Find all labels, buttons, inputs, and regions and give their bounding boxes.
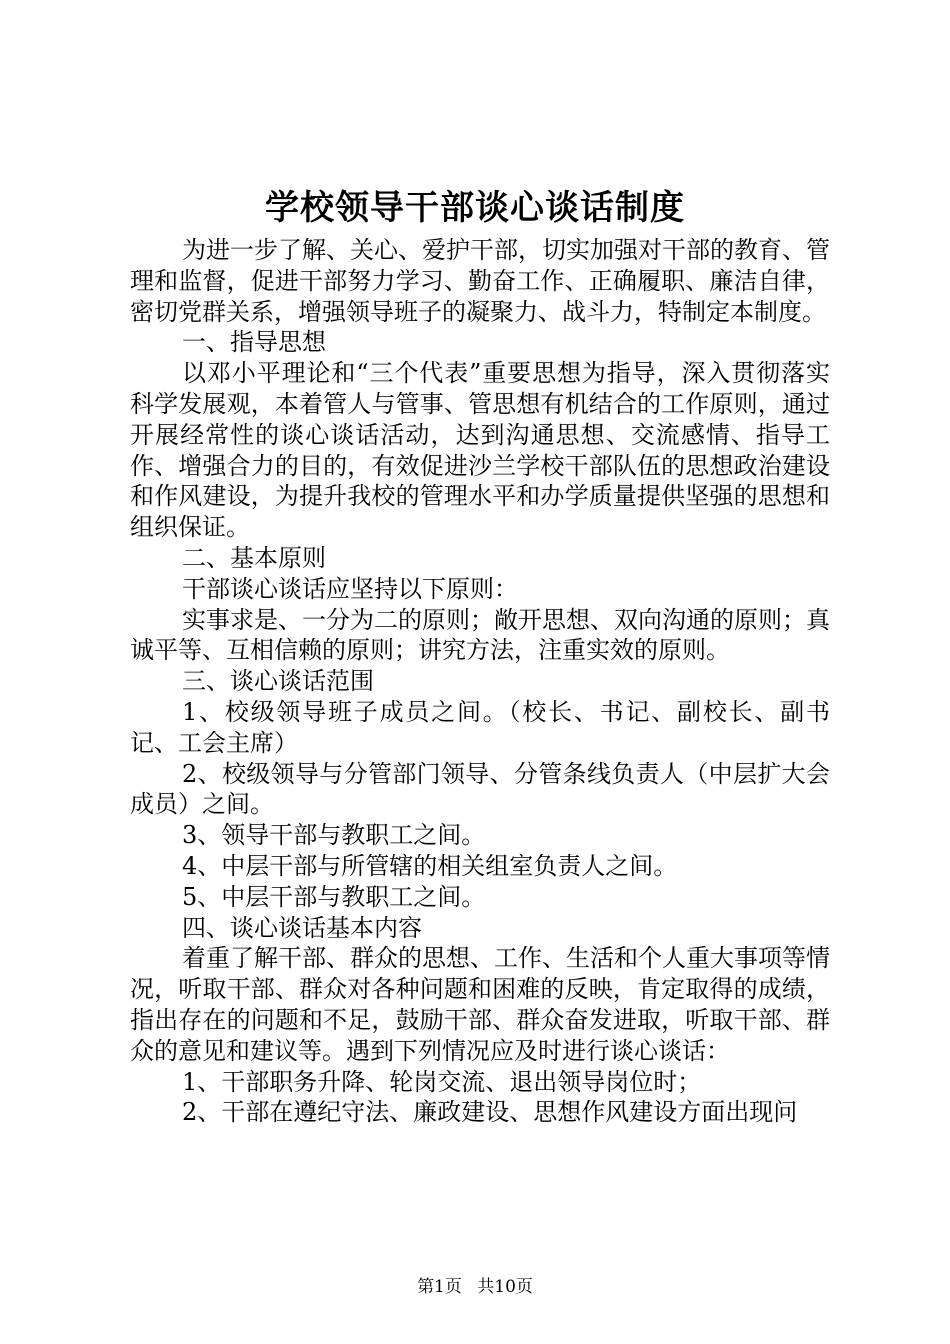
list-item-situation-1: 1、干部职务升降、轮岗交流、退出领导岗位时； [182, 1067, 702, 1096]
paragraph-guiding-thought: 以邓小平理论和“三个代表”重要思想为指导，深入贯彻落实科学发展观，本着管人与管事、管思想有机结合的工作原则，通过开展经常性的谈心谈话活动，达到沟通思想、交流感情、指导工作、增强合力的目的，有效促进沙兰学校干部队伍的思想政治建设和作风建设，为提升我校的管理水平和办学质量提供坚强的思想和组织保证。 [130, 359, 830, 542]
paragraph-principles: 实事求是、一分为二的原则；敞开思想、双向沟通的原则；真诚平等、互相信赖的原则；讲究方法，注重实效的原则。 [130, 605, 830, 665]
list-item-scope-2: 2、校级领导与分管部门领导、分管条线负责人（中层扩大会成员）之间。 [130, 759, 830, 819]
document-title: 学校领导干部谈心谈话制度 [265, 188, 685, 228]
section-heading-guiding-thought: 一、指导思想 [182, 328, 326, 357]
section-heading-scope: 三、谈心谈话范围 [182, 667, 374, 696]
list-item-scope-5: 5、中层干部与教职工之间。 [182, 882, 486, 911]
section-heading-basic-principles: 二、基本原则 [182, 543, 326, 572]
paragraph-intro: 为进一步了解、关心、爱护干部，切实加强对干部的教育、管理和监督，促进干部努力学习、勤奋工作、正确履职、廉洁自律，密切党群关系，增强领导班子的凝聚力、战斗力，特制定本制度。 [130, 236, 830, 326]
page-number: 第1页 [417, 1277, 462, 1297]
list-item-situation-2: 2、干部在遵纪守法、廉政建设、思想作风建设方面出现问 [182, 1098, 798, 1127]
paragraph-content: 着重了解干部、群众的思想、工作、生活和个人重大事项等情况，听取干部、群众对各种问题和困难的反映，肯定取得的成绩，指出存在的问题和不足，鼓励干部、群众奋发进取，听取干部、群众的意见和建议等。遇到下列情况应及时进行谈心谈话： [130, 944, 830, 1065]
paragraph-principles-lead: 干部谈心谈话应坚持以下原则： [182, 574, 518, 603]
page-footer [0, 1272, 950, 1297]
document-body [130, 235, 830, 1128]
list-item-scope-3: 3、领导干部与教职工之间。 [182, 821, 486, 850]
page-total: 共10页 [477, 1277, 533, 1297]
section-heading-content: 四、谈心谈话基本内容 [182, 913, 422, 942]
list-item-scope-4: 4、中层干部与所管辖的相关组室负责人之间。 [182, 851, 678, 880]
list-item-scope-1: 1、校级领导班子成员之间。（校长、书记、副校长、副书记、工会主席） [130, 697, 830, 757]
